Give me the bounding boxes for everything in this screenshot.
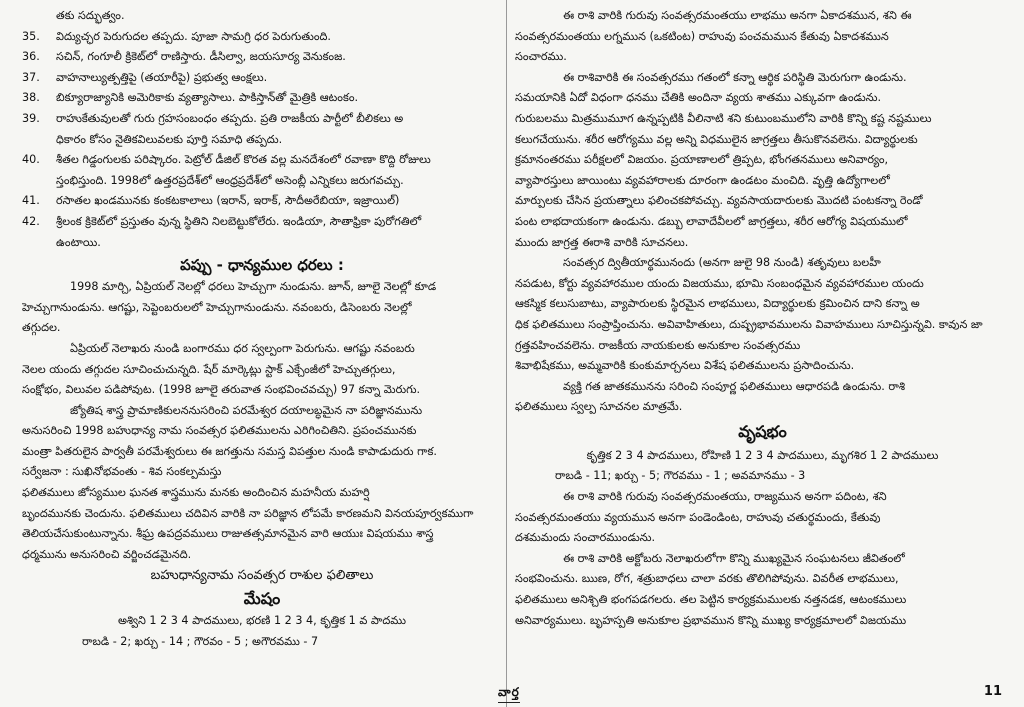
text-line: సర్వేజనా : సుఖినోభవంతు - శివ సంకల్పమస్తు xyxy=(22,465,222,479)
list-item xyxy=(22,191,502,212)
item-text: శీతల గిడ్డంగులకు పరిష్కారం. పెట్రోల్ డీజిల్ కొరత వల్ల మనదేశంలో రవాణా కొద్ది రోజులు xyxy=(56,153,431,167)
right-column xyxy=(515,6,1010,631)
item-text: ఉంటాయి. xyxy=(56,235,101,249)
vrushabham-events-paragraph xyxy=(515,549,1010,631)
text-line: ఆకస్మిక కలుసుబాటు, వ్యాపారులకు స్థిరమైన లాభములు, విద్యార్థులకు క్రమించిన దాని కన్నా అ xyxy=(515,297,920,311)
item-text: ధికారం కోసం నైతికవిలువలకు పూర్తి సమాధి తప్పదు. xyxy=(56,132,283,146)
list-item xyxy=(22,27,502,48)
item-number: 37. xyxy=(22,70,40,84)
list-item xyxy=(22,233,502,254)
text-line: సంచారము. xyxy=(515,50,567,64)
rasi-results-heading: బహుధాన్యనామ సంవత్సర రాశుల ఫలితాలు xyxy=(150,568,374,584)
mesham-stats-line: రాబడి - 2; ఖర్చు - 14 ; గౌరవం - 5 ; అగౌరవము - 7 xyxy=(82,635,319,649)
text-line: సంవత్సరమంతయు లగ్నమున (ఒకటింట) రాహువు పంచమమున కేతువు ఏకాదశమున xyxy=(515,29,889,43)
section-heading-prices: పప్పు - ధాన్యముల ధరలు : xyxy=(180,256,344,275)
text-line: ఈ రాశి వారికి అక్టోబరు నెలాఖరులోగా కొన్ని ముఖ్యమైన సంఘటనలు జీవితంలో xyxy=(563,551,905,565)
gold-paragraph xyxy=(22,339,502,401)
text-line: క్రమానంతరము పరీక్షలలో విజయం. ప్రయాణాలలో త్రిప్పట, భోంగతనములు అనివార్యం, xyxy=(515,153,889,167)
text-line: కలుగచేయును. శరీర ఆరోగ్యము వల్ల అన్ని విధములైన జాగ్రత్తలు తీసుకొనవలెను. విద్యార్థులకు xyxy=(515,132,918,146)
item-text: రసాతల ఖండమునకు కంకటకాలాలు (ఇరాన్, ఇరాక్, సౌదీఅరేబియా, ఇజ్రాయిల్) xyxy=(56,194,400,208)
list-item xyxy=(22,47,502,68)
item-number: 40. xyxy=(22,153,40,167)
mesham-finance-paragraph xyxy=(515,68,1010,253)
vrushabham-stars-line: కృత్తిక 2 3 4 పాదములు, రోహిణి 1 2 3 4 పాదములు, మృగశిర 1 2 పాదములు xyxy=(586,448,939,462)
list-item xyxy=(22,130,502,151)
text-line: అనుసరించి 1998 బహుధాన్య నామ సంవత్సర ఫలితములను ఎరిగించితిని. ప్రపంచమునకు xyxy=(22,424,417,438)
text-line: హెచ్చుగానుండును. ఆగష్టు, సెప్టెంబరులలో హెచ్చుగానుండును. నవంబరు, డిసెంబరు నెలల్లో xyxy=(22,300,412,314)
item-text: స్తంభిస్తుంది. 1998లో ఉత్తరప్రదేశ్‌లో ఆంధ్రప్రదేశ్‌లో అసెంబ్లీ ఎన్నికలు జరుగవచ్చు. xyxy=(56,173,404,187)
closing-paragraph xyxy=(22,462,502,565)
list-item xyxy=(22,212,502,233)
text-line: అనివార్యములు. బృహస్పతి అనుకూల ప్రభావమున కొన్ని ముఖ్య కార్యక్రమాలలో విజయము xyxy=(515,613,907,627)
item-text: రాహుకేతువులతో గురు గ్రహసంబంధం తప్పదు. ప్రతి రాజకీయ పార్టీలో బీలికలు అ xyxy=(56,111,404,125)
text-line: తెలియచేసుకుంటున్నాను. శీఘ్ర ఉపద్రవములు రాజుతత్సమానమైన వారి ఆయుః విషయము శాస్త్ర xyxy=(22,527,434,541)
text-line: వ్యక్తి గత జాతకమునను సరించి సంపూర్ణ ఫలితములు ఆధారపడి ఉండును. రాశి xyxy=(563,379,906,393)
text-line: సంవత్సరమంతయు వ్యయమున అనగా పండెండింట, రాహువు చతుర్థమందు, కేతువు xyxy=(515,510,881,524)
mesham-heading: మేషం xyxy=(243,589,281,609)
text-line: పంట లాభదాయకంగా ఉండును. డబ్బు లావాదేవీలలో జాగ్రత్తలు, శరీర ఆరోగ్య విషయములో xyxy=(515,214,908,228)
vrushabham-heading: వృషభం xyxy=(738,421,787,441)
text-line: ఫలితములు జోస్యముల ఘనత శాస్త్రమును మనకు అందించిన మహనీయ మహర్షి xyxy=(22,486,370,500)
column-divider xyxy=(506,0,507,707)
item-text: వాహనాల్యుత్పత్తిపై (తయారీపై) ప్రభుత్వ ఆంక్షలు. xyxy=(56,70,268,84)
text-line: ఏప్రియల్ నెలాఖరు నుండి బంగారము ధర స్వల్పంగా పెరుగును. ఆగష్టు నవంబరు xyxy=(70,341,415,355)
item-number: 35. xyxy=(22,29,40,43)
text-line: ధిక ఫలితములు సంప్రాప్తించును. అవివాహితులు, దుష్ప్రభావములను వివాహములు సూచిస్తున్నవి. కావున జా xyxy=(515,317,983,331)
text-line: సమయానికి ఏదో విధంగా ధనము చేతికి అందినా వ్యయ శాతము ఎక్కువగా ఉండును. xyxy=(515,91,882,105)
item-text: విద్యుచ్ఛర పెరుగుదల తప్పదు. పూజా సామగ్రి ధర పెరుగుతుంది. xyxy=(56,29,331,43)
list-item xyxy=(22,171,502,192)
text-line: గ్రత్తవహించవలెను. రాజకీయ నాయకులకు అనుకూల సంవత్సరము xyxy=(515,338,801,352)
page-number: 11 xyxy=(983,684,1002,699)
item-text: సచిన్, గంగూలీ క్రికెట్‌లో రాణిస్తారు. డీసిల్వా, జయసూర్య వెనుకంజ. xyxy=(56,50,346,64)
text-line: బృందమునకు చెందును. ఫలితములు చదివిన వారికి నా పరిజ్ఞాన లోపమే కారణమని వినయపూర్వకముగా xyxy=(22,506,474,520)
text-line: నెలల యందు తగ్గుదల సూచించుచున్నది. షేర్ మార్కెట్లు స్టాక్ ఎక్చేంజీలో హెచ్చుతగ్గులు, xyxy=(22,362,396,376)
text-line: ఫలితములు స్వల్ప సూచనల మాత్రమే. xyxy=(515,400,683,414)
item-number: 39. xyxy=(22,111,40,125)
text-line: ధర్మమును అనుసరించి వర్జించడమైనది. xyxy=(22,547,192,561)
text-line: నపడుట, కోర్టు వ్యవహారముల యందు విజయము, భూమి సంబంధమైన వ్యవహారముల యందు xyxy=(515,276,924,290)
item-text: బిక్యూరాజ్యానికి అమెరికాకు వ్యత్యాసాలు. పాకిస్తాన్‌తో మైత్రికి ఆటంకం. xyxy=(56,91,359,105)
text-line: సంక్షోభం, విలువల పడిపోవుట. (1998 జూలై తరువాత సంభవించవచ్చు) 97 కన్నా మెరుగు. xyxy=(22,383,421,397)
text-line: 1998 మార్చి, ఏప్రియల్ నెలల్లో ధరలు హెచ్చుగా నుండును. జూన్, జూలై నెలల్లో కూడ xyxy=(70,280,437,294)
item-text: తకు సద్భుత్వం. xyxy=(56,9,125,22)
left-column xyxy=(22,6,502,653)
text-line: ఈ రాశి వారికి గురువు సంవత్సరమంతయు, రాజ్యమున అనగా పదింట, శని xyxy=(563,490,887,504)
text-line: వ్యాపారస్తులు జాయింటు వ్యవహారాలకు దూరంగా ఉండటం మంచిది. వృత్తి ఉద్యోగాలలో xyxy=(515,173,890,187)
text-line: ఈ రాశివారికి ఈ సంవత్సరము గతంలో కన్నా ఆర్థిక పరిస్థితి మెరుగుగా ఉండును. xyxy=(563,70,907,84)
mesham-second-half-paragraph xyxy=(515,253,1010,377)
vrushabham-stats-line: రాబడి - 11; ఖర్చు - 5; గౌరవము - 1 ; అవమానము - 3 xyxy=(555,469,806,483)
prices-paragraph xyxy=(22,277,502,339)
text-line: మార్పులకు చేసిన ప్రయత్నాలు ఫలించకపోవచ్చు. వ్యవసాయదారులకు మొదటి పంటకన్నా రెండో xyxy=(515,194,923,208)
item-text: శ్రీలంక క్రికెట్‌లో ప్రస్తుతం వున్న స్థితిని నిలబెట్టుకోలేరు. ఇండియా, సౌతాఫ్రికా పురోగతిలో xyxy=(56,214,422,228)
text-line: ముందు జాగ్రత్త ఈరాశి వారికి సూచనలు. xyxy=(515,235,689,249)
text-line: మంత్రా పితరులైన పార్వతీ పరమేశ్వరులు ఈ జగత్తును సమస్త విపత్తుల నుండి కాపాడుదురు గాక. xyxy=(22,444,437,458)
numbered-predictions-list xyxy=(22,6,502,253)
text-line: జ్యోతిష శాస్త్ర ప్రామాణికులననుసరించి పరమేశ్వర దయాలబ్ధమైన నా పరిజ్ఞానమును xyxy=(70,403,423,417)
text-line: తగ్గుదల. xyxy=(22,321,61,335)
list-item xyxy=(22,150,502,171)
item-number: 36. xyxy=(22,50,40,64)
disclaimer-paragraph xyxy=(515,377,1010,418)
newspaper-logo: వార్త xyxy=(498,685,520,703)
text-line: దశమమందు సంచారముండును. xyxy=(515,531,656,545)
mesham-planets-paragraph xyxy=(515,6,1010,68)
text-line: ఫలితములు అనిశ్చితి భంగపడగలరు. తల పెట్టిన కార్యక్రమములకు నత్తనడక, ఆటంకములు xyxy=(515,593,907,607)
text-line: శివాభిషేకము, అమ్మవారికి కుంకుమార్చనలు విశేష ఫలితములను ప్రసాదించును. xyxy=(515,359,855,373)
item-number: 42. xyxy=(22,214,40,228)
item-number: 38. xyxy=(22,91,40,105)
mesham-stars-line: అశ్విని 1 2 3 4 పాదములు, భరణి 1 2 3 4, కృత్తిక 1 వ పాదము xyxy=(117,614,407,628)
vrushabham-planets-paragraph xyxy=(515,487,1010,549)
text-line: సంభవించును. ఋణ, రోగ, శత్రుబాధలు చాలా వరకు తొలిగిపోవును. వివరీత లాభములు, xyxy=(515,572,899,586)
astrology-paragraph xyxy=(22,401,502,463)
text-line: సంవత్సర ద్వితీయార్థమునందు (అనగా జులై 98 నుండి) శతృవులు బలహీ xyxy=(563,256,881,270)
item-number: 41. xyxy=(22,194,40,208)
text-line: గురుబలము మిత్రముమూగ ఉన్నప్పటికి వీలినాటి శని కుటుంబములోని వారికి కొన్ని కష్ట నష్టములు xyxy=(515,111,932,125)
list-item xyxy=(22,6,502,27)
text-line: ఈ రాశి వారికి గురువు సంవత్సరమంతయు లాభము అనగా ఏకాదశమున, శని ఈ xyxy=(563,9,912,22)
list-item xyxy=(22,88,502,109)
list-item xyxy=(22,68,502,89)
list-item xyxy=(22,109,502,130)
